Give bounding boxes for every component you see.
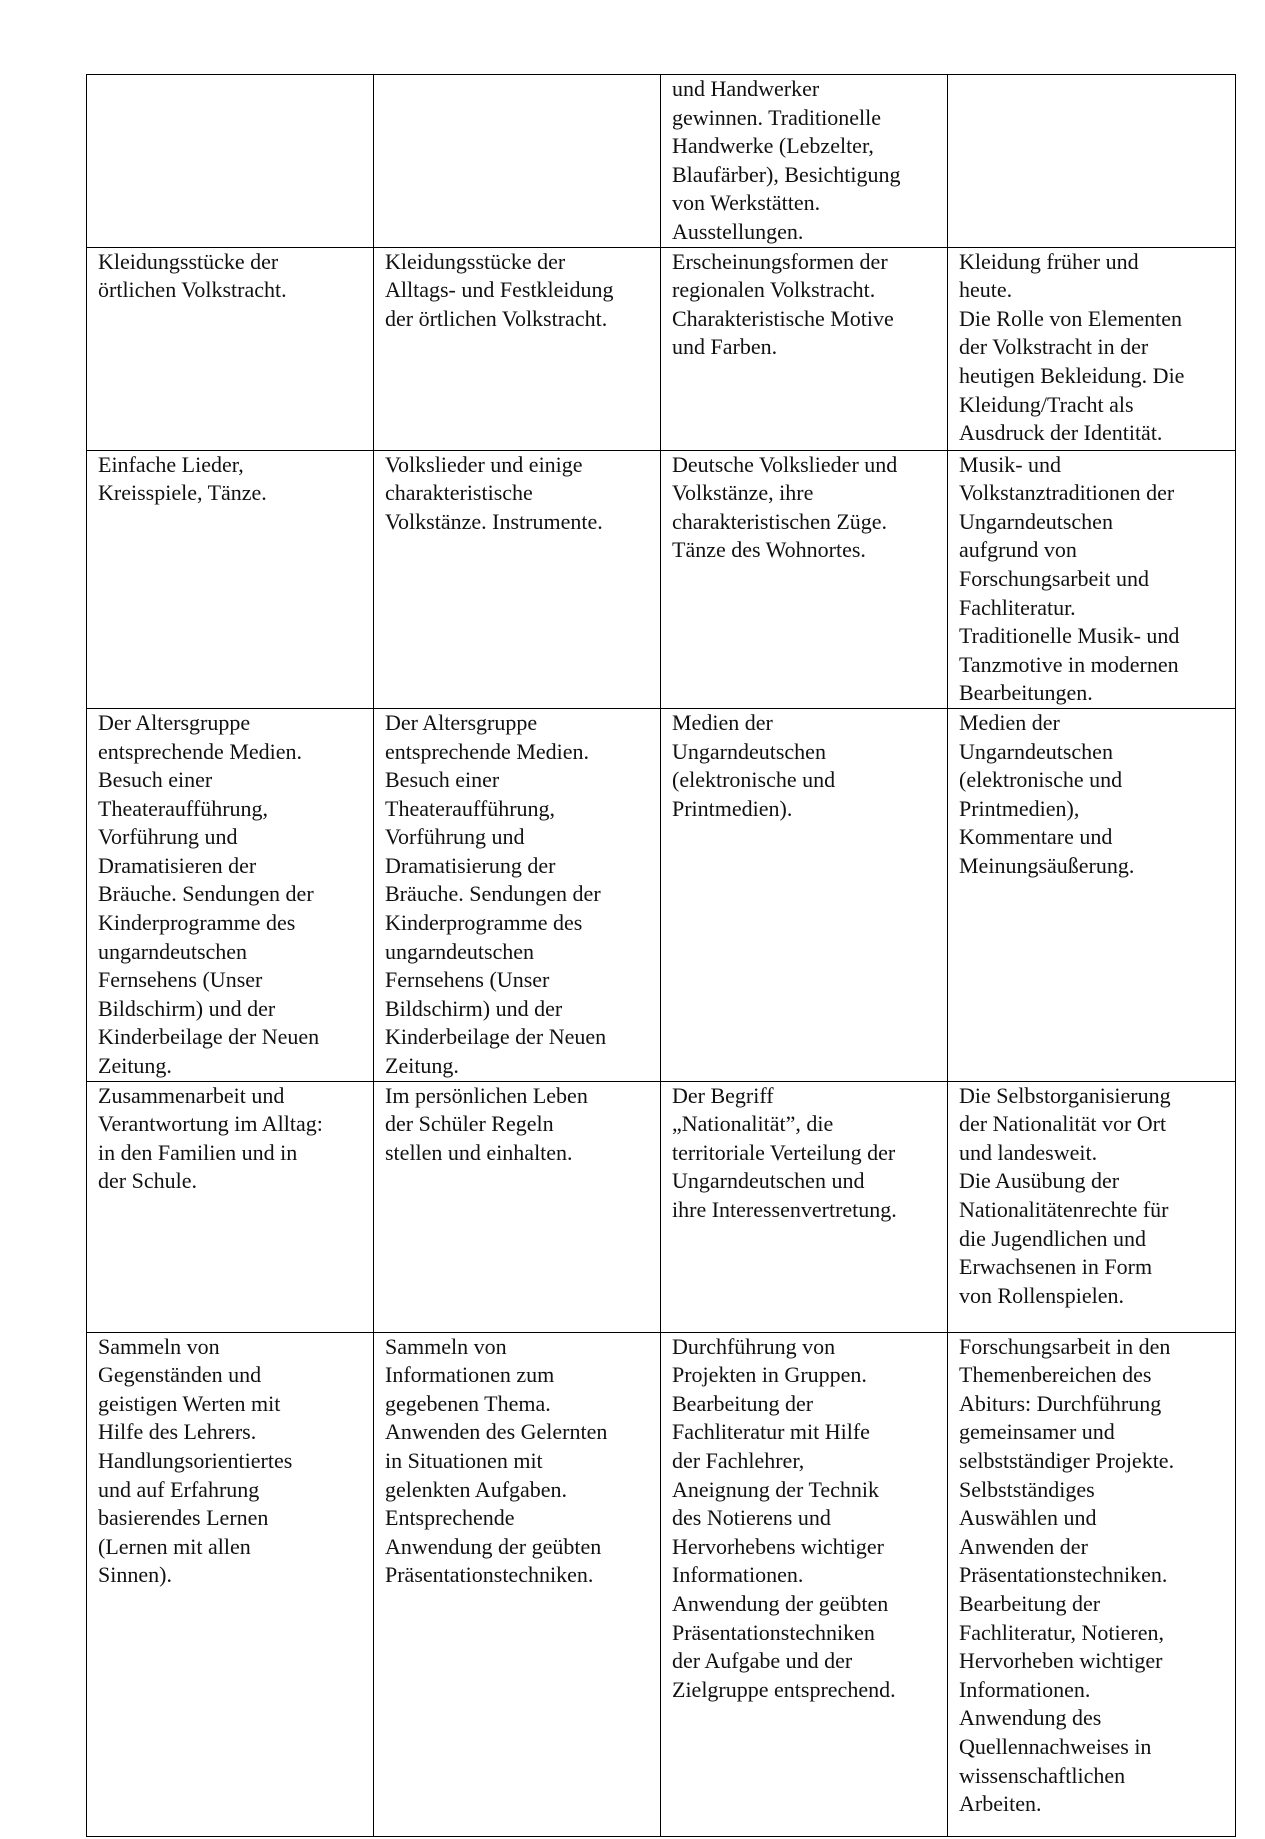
cell-text-line: Nationalitätenrechte für — [959, 1197, 1169, 1222]
cell-text-line: Medien der — [672, 709, 773, 735]
cell-text-line: Die Ausübung der — [959, 1168, 1120, 1194]
cell-text-line: Arbeiten. — [959, 1791, 1042, 1817]
table-cell — [661, 450, 948, 708]
cell-text-line: Kinderprogramme des — [98, 910, 296, 936]
cell-text-line: und landesweit. — [959, 1139, 1098, 1165]
cell-text-line: Abiturs: Durchführung — [959, 1390, 1162, 1416]
curriculum-table — [86, 74, 1236, 1837]
table-body — [87, 75, 1236, 1837]
table-cell — [948, 1332, 1236, 1836]
cell-text-line: charakteristischen Züge. — [672, 508, 888, 534]
table-row — [87, 450, 1236, 708]
cell-text-line: des Notierens und — [672, 1505, 831, 1531]
cell-text-line: Bearbeitung der — [672, 1390, 814, 1416]
cell-text-line: Im persönlichen Leben — [385, 1082, 588, 1108]
cell-text-line: Charakteristische Motive — [672, 305, 894, 331]
cell-text-line: Zusammenarbeit und — [98, 1082, 285, 1108]
cell-text-line: Bildschirm) und der — [98, 995, 276, 1021]
table-cell — [661, 247, 948, 450]
cell-text-line: basierendes Lernen — [98, 1505, 269, 1531]
table-cell — [374, 1332, 661, 1836]
cell-text-line: Sinnen). — [98, 1562, 172, 1588]
cell-text-line: Kleidung/Tracht als — [959, 391, 1134, 417]
cell-text-line: Selbstständiges — [959, 1476, 1095, 1502]
table-cell — [661, 1332, 948, 1836]
cell-text-line: Themenbereichen des — [959, 1362, 1152, 1388]
cell-text-line: der örtlichen Volkstracht. — [385, 305, 608, 331]
table-row — [87, 708, 1236, 1081]
cell-text-line: Einfache Lieder, — [98, 451, 244, 477]
table-cell — [661, 75, 948, 248]
table-cell — [948, 450, 1236, 708]
cell-text-line: Hervorhebens wichtiger — [672, 1533, 884, 1559]
cell-text-line: Fachliteratur, Notieren, — [959, 1619, 1164, 1645]
cell-text-line: der Nationalität vor Ort — [959, 1111, 1167, 1137]
cell-text-line: Zeitung. — [385, 1053, 459, 1079]
cell-text-line: geistigen Werten mit — [98, 1390, 281, 1416]
cell-text-line: Ungarndeutschen — [959, 738, 1113, 764]
cell-text-line: Bräuche. Sendungen der — [98, 881, 314, 907]
cell-text-line: ungarndeutschen — [98, 938, 248, 964]
cell-text-line: Meinungsäußerung. — [959, 852, 1135, 878]
cell-text-line: Sammeln von — [98, 1333, 220, 1359]
cell-text-line: und Farben. — [672, 334, 778, 360]
cell-text-line: Anwendung der geübten — [385, 1533, 602, 1559]
cell-text-line: Auswählen und — [959, 1505, 1097, 1531]
cell-text-line: heutigen Bekleidung. Die — [959, 362, 1185, 388]
cell-text-line: Volkstanztraditionen der — [959, 480, 1175, 506]
cell-text-line: Theateraufführung, — [98, 795, 269, 821]
cell-text-line: (elektronische und — [959, 767, 1123, 793]
cell-text-line: Informationen. — [959, 1676, 1091, 1702]
cell-text-line: Der Altersgruppe — [385, 709, 538, 735]
cell-text-line: Der Altersgruppe — [98, 709, 251, 735]
table-cell — [948, 708, 1236, 1081]
cell-text-line: Forschungsarbeit und — [959, 565, 1150, 591]
cell-text-line: Medien der — [959, 709, 1060, 735]
cell-text-line: Bräuche. Sendungen der — [385, 881, 601, 907]
cell-text-line: Dramatisieren der — [98, 852, 257, 878]
cell-text-line: der Schüler Regeln — [385, 1111, 554, 1137]
cell-text-line: gewinnen. Traditionelle — [672, 104, 881, 130]
table-cell — [374, 450, 661, 708]
cell-text-line: Verantwortung im Alltag: — [98, 1111, 323, 1137]
cell-text-line: Ungarndeutschen — [672, 738, 826, 764]
cell-text-line: Ungarndeutschen — [959, 508, 1113, 534]
cell-text-line: Printmedien). — [672, 795, 793, 821]
cell-text-line: Präsentationstechniken — [672, 1619, 875, 1645]
cell-text-line: in den Familien und in — [98, 1139, 298, 1165]
cell-text-line: Aneignung der Technik — [672, 1476, 880, 1502]
table-cell — [374, 75, 661, 248]
cell-text-line: ungarndeutschen — [385, 938, 535, 964]
cell-text-line: Entsprechende — [385, 1505, 515, 1531]
cell-text-line: Zielgruppe entsprechend. — [672, 1676, 896, 1702]
cell-text-line: der Volkstracht in der — [959, 334, 1149, 360]
cell-text-line: Handlungsorientiertes — [98, 1448, 293, 1473]
cell-text-line: Theateraufführung, — [385, 795, 556, 821]
cell-text-line: von Werkstätten. — [672, 190, 821, 216]
cell-text-line: Kleidungsstücke der — [98, 248, 279, 274]
cell-text-line: Fernsehens (Unser — [385, 967, 550, 993]
cell-text-line: der Fachlehrer, — [672, 1448, 805, 1473]
cell-text-line: Kleidungsstücke der — [385, 248, 566, 274]
cell-text-line: Kommentare und — [959, 824, 1113, 850]
cell-text-line: Präsentationstechniken. — [385, 1562, 594, 1588]
cell-text-line: regionalen Volkstracht. — [672, 277, 876, 303]
cell-text-line: Die Rolle von Elementen — [959, 305, 1182, 331]
cell-text-line: Musik- und — [959, 451, 1062, 477]
table-cell — [87, 1332, 374, 1836]
table-cell — [661, 708, 948, 1081]
table-cell — [87, 247, 374, 450]
table-cell — [374, 708, 661, 1081]
cell-text-line: der Aufgabe und der — [672, 1648, 853, 1674]
cell-text-line: Erwachsenen in Form — [959, 1254, 1153, 1280]
cell-text-line: Tanzmotive in modernen — [959, 651, 1179, 677]
cell-text-line: Anwendung des — [959, 1705, 1102, 1731]
cell-text-line: Dramatisierung der — [385, 852, 556, 878]
cell-text-line: der Schule. — [98, 1168, 197, 1194]
cell-text-line: gegebenen Thema. — [385, 1390, 551, 1416]
cell-text-line: Vorführung und — [385, 824, 525, 850]
cell-text-line: „Nationalität”, die — [672, 1111, 834, 1137]
cell-text-line: Ausstellungen. — [672, 218, 804, 244]
cell-text-line: örtlichen Volkstracht. — [98, 277, 287, 303]
cell-text-line: Traditionelle Musik- und — [959, 623, 1180, 649]
table-cell — [87, 708, 374, 1081]
cell-text-line: Informationen zum — [385, 1362, 555, 1388]
table-cell — [948, 1081, 1236, 1332]
cell-text-line: charakteristische — [385, 480, 533, 506]
cell-text-line: (Lernen mit allen — [98, 1533, 251, 1559]
cell-text-line: aufgrund von — [959, 537, 1077, 563]
table-row — [87, 1081, 1236, 1332]
cell-text-line: in Situationen mit — [385, 1448, 543, 1473]
table-cell — [374, 247, 661, 450]
cell-text-line: Anwenden des Gelernten — [385, 1419, 608, 1445]
cell-text-line: Quellennachweises in — [959, 1733, 1152, 1759]
cell-text-line: territoriale Verteilung der — [672, 1139, 896, 1165]
cell-text-line: Blaufärber), Besichtigung — [672, 161, 901, 187]
cell-text-line: gelenkten Aufgaben. — [385, 1476, 568, 1502]
cell-text-line: Deutsche Volkslieder und — [672, 451, 898, 477]
table-cell — [948, 247, 1236, 450]
cell-text-line: Erscheinungsformen der — [672, 248, 888, 274]
cell-text-line: Volkslieder und einige — [385, 451, 583, 477]
cell-text-line: gemeinsamer und — [959, 1419, 1115, 1445]
cell-text-line: Printmedien), — [959, 795, 1080, 821]
cell-text-line: Besuch einer — [98, 767, 213, 793]
cell-text-line: Kinderbeilage der Neuen — [385, 1024, 607, 1050]
cell-text-line: Zeitung. — [98, 1053, 172, 1079]
cell-text-line: stellen und einhalten. — [385, 1139, 573, 1165]
cell-text-line: Tänze des Wohnortes. — [672, 537, 866, 563]
cell-text-line: Sammeln von — [385, 1333, 507, 1359]
cell-text-line: Fachliteratur mit Hilfe — [672, 1419, 870, 1445]
table-cell — [87, 450, 374, 708]
cell-text-line: die Jugendlichen und — [959, 1225, 1146, 1251]
cell-text-line: und Handwerker — [672, 76, 820, 101]
cell-text-line: Forschungsarbeit in den — [959, 1333, 1171, 1359]
table-row — [87, 1332, 1236, 1836]
cell-text-line: Informationen. — [672, 1562, 804, 1588]
cell-text-line: Durchführung von — [672, 1333, 836, 1359]
cell-text-line: Kinderbeilage der Neuen — [98, 1024, 320, 1050]
table-cell — [948, 75, 1236, 248]
cell-text-line: von Rollenspielen. — [959, 1282, 1124, 1308]
cell-text-line: Projekten in Gruppen. — [672, 1362, 867, 1388]
table-row — [87, 75, 1236, 248]
cell-text-line: Anwendung der geübten — [672, 1590, 889, 1616]
cell-text-line: ihre Interessenvertretung. — [672, 1197, 897, 1222]
table-cell — [87, 75, 374, 248]
table-row — [87, 247, 1236, 450]
cell-text-line: Alltags- und Festkleidung — [385, 277, 614, 303]
cell-text-line: und auf Erfahrung — [98, 1476, 260, 1502]
cell-text-line: Gegenständen und — [98, 1362, 262, 1388]
cell-text-line: Fachliteratur. — [959, 594, 1076, 620]
cell-text-line: Präsentationstechniken. — [959, 1562, 1168, 1588]
cell-text-line: selbstständiger Projekte. — [959, 1448, 1175, 1473]
cell-text-line: Ungarndeutschen und — [672, 1168, 865, 1194]
table-cell — [661, 1081, 948, 1332]
cell-text-line: Hilfe des Lehrers. — [98, 1419, 257, 1445]
table-cell — [374, 1081, 661, 1332]
cell-text-line: Handwerke (Lebzelter, — [672, 133, 874, 159]
cell-text-line: wissenschaftlichen — [959, 1762, 1126, 1788]
cell-text-line: Bearbeitungen. — [959, 680, 1093, 706]
cell-text-line: Die Selbstorganisierung — [959, 1082, 1171, 1108]
cell-text-line: Kinderprogramme des — [385, 910, 583, 936]
cell-text-line: Ausdruck der Identität. — [959, 420, 1163, 446]
cell-text-line: Anwenden der — [959, 1533, 1088, 1559]
cell-text-line: Vorführung und — [98, 824, 238, 850]
cell-text-line: Kleidung früher und — [959, 248, 1139, 274]
cell-text-line: Volkstänze, ihre — [672, 480, 814, 506]
cell-text-line: heute. — [959, 277, 1013, 303]
cell-text-line: Besuch einer — [385, 767, 500, 793]
cell-text-line: (elektronische und — [672, 767, 836, 793]
cell-text-line: Der Begriff — [672, 1082, 774, 1108]
table-cell — [87, 1081, 374, 1332]
cell-text-line: Bearbeitung der — [959, 1590, 1101, 1616]
cell-text-line: Volkstänze. Instrumente. — [385, 508, 603, 534]
cell-text-line: Kreisspiele, Tänze. — [98, 480, 267, 506]
cell-text-line: entsprechende Medien. — [98, 738, 303, 764]
cell-text-line: Hervorheben wichtiger — [959, 1648, 1163, 1674]
cell-text-line: Bildschirm) und der — [385, 995, 563, 1021]
cell-text-line: entsprechende Medien. — [385, 738, 590, 764]
cell-text-line: Fernsehens (Unser — [98, 967, 263, 993]
